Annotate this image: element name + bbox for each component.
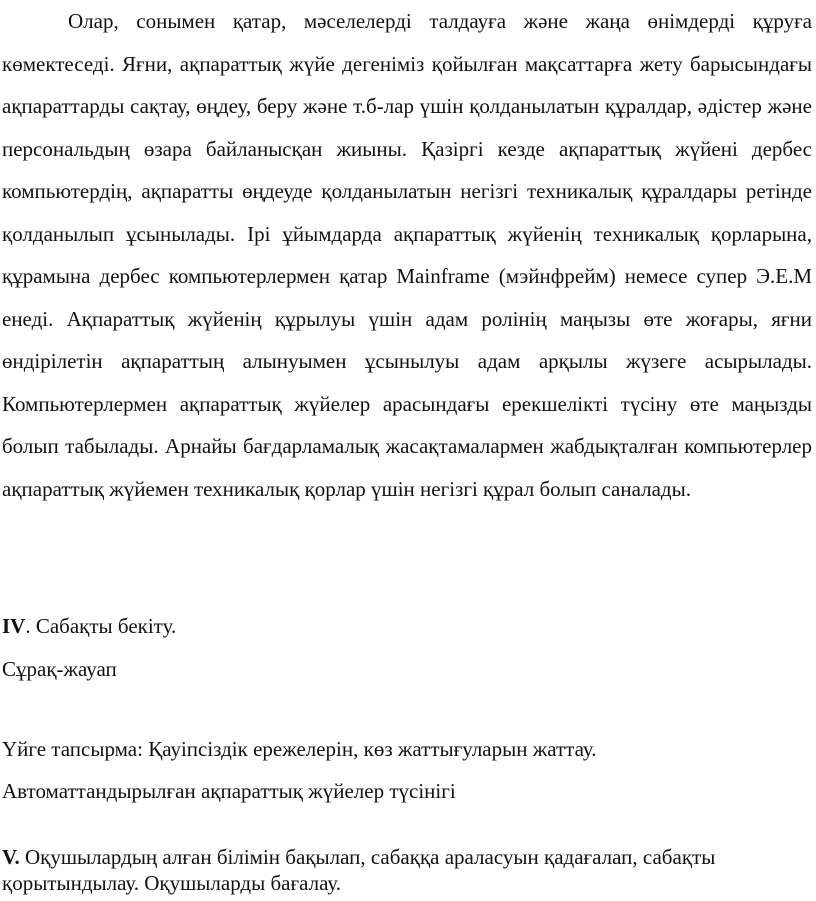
qa-label: Сұрақ-жауап — [2, 657, 117, 681]
homework-line: Үйге тапсырма: Қауіпсіздік ережелерін, көз жаттығуларын жаттау. — [2, 737, 597, 761]
section-iv-heading — [2, 612, 176, 640]
section-iv-title: . Сабақты бекіту. — [25, 614, 177, 638]
section-v-paragraph — [2, 844, 814, 896]
section-iv-number: IV — [2, 614, 26, 638]
main-paragraph: Олар, сонымен қатар, мәселелерді талдауға және жаңа өнімдерді құруға көмектеседі. Яғни, ақпараттық жүйе дегеніміз қойылған мақсаттарға жету барысындағы ақпараттарды сақтау, өңдеу, беру және т.б-лар үшін қолданылатын құралдар, әдістер және персональдың өзара байланысқан жиыны. Қазіргі кезде ақпараттық жүйені дербес компьютердің, ақпаратты өңдеуде қолданылатын негізгі техникалық құралдары ретінде қолданылып ұсынылады. Ірі ұйымдарда ақпараттық жүйенің техникалық қорларына, құрамына дербес компьютерлермен қатар Mainframe (мэйнфрейм) немесе супер Э.Е.М енеді. Ақпараттық жүйенің құрылуы үшін адам ролінің маңызы өте жоғары, яғни өндірілетін ақпараттың алынуымен ұсынылуы адам арқылы жүзеге асырылады. Компьютерлермен ақпараттық жүйелер арасындағы ерекшелікті түсіну өте маңызды болып табылады. Арнайы бағдарламалық жасақтамалармен жабдықталған компьютерлер ақпараттық жүйемен техникалық қорлар үшін негізгі құрал болып саналады. — [2, 9, 812, 501]
section-v-text: Оқушылардың алған білімін бақылап, сабаққа араласуын қадағалап, сабақты қорытындылау. Оқушыларды бағалау. — [2, 845, 716, 895]
section-v-number: V. — [2, 845, 20, 869]
homework-topic: Автоматтандырылған ақпараттық жүйелер түсінігі — [2, 779, 456, 803]
